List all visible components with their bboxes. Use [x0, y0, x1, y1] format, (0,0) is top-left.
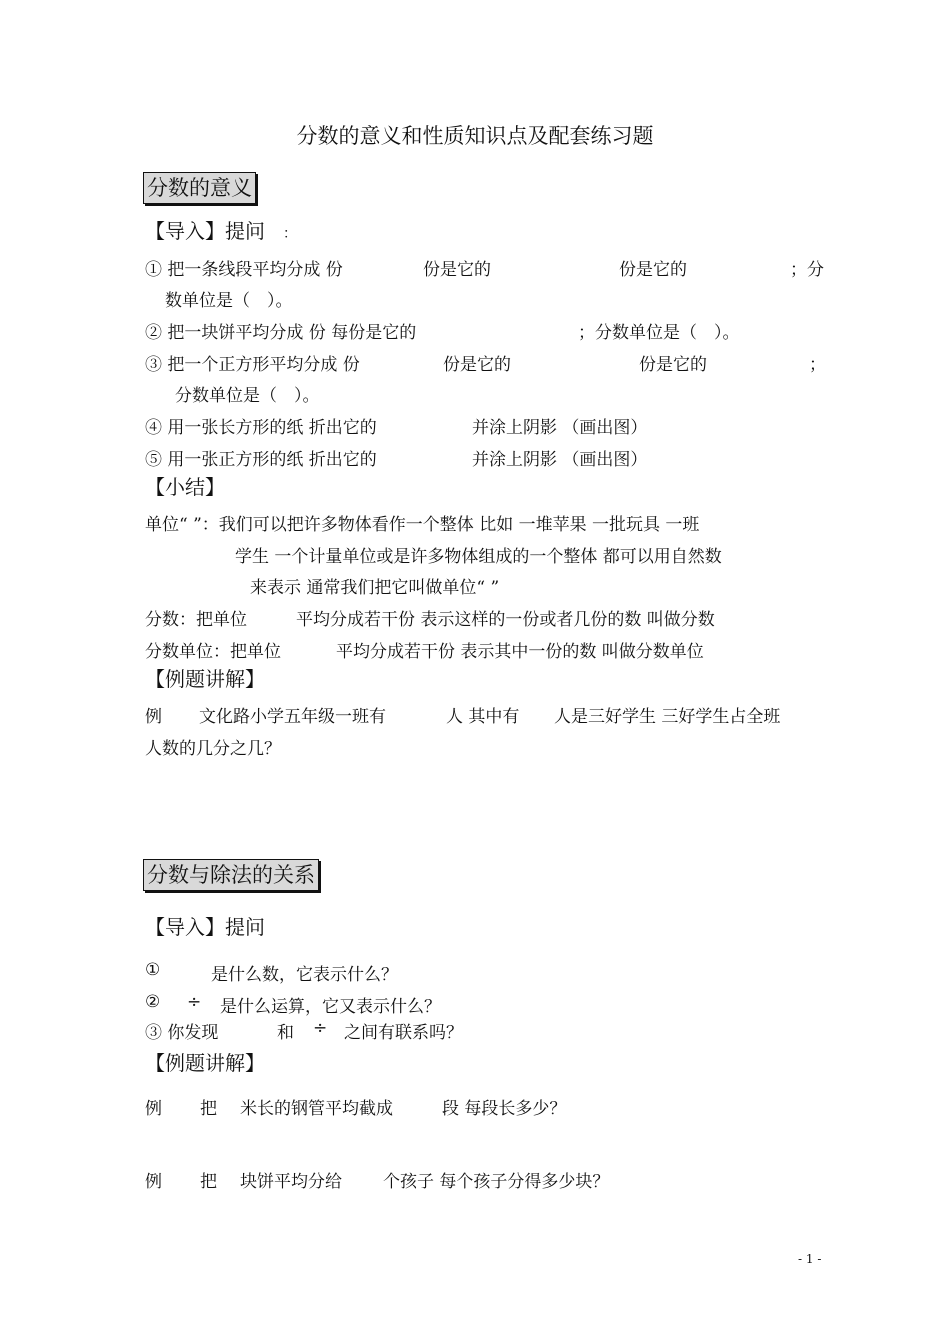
fraction-definition-a: 分数：把单位: [145, 610, 247, 630]
s2-example-2-prefix: 例: [145, 1172, 162, 1192]
unit-definition-line-3: 来表示 通常我们把它叫做单位“ ”: [250, 578, 500, 598]
question-3-part-e: 分数单位是（ ）。: [175, 386, 320, 406]
intro-label: 【导入】提问: [145, 219, 265, 243]
question-2-part-b: ；分数单位是（ ）。: [578, 323, 740, 343]
question-1-part-c: 份是它的: [619, 260, 687, 280]
question-1-part-d: ；分: [790, 260, 824, 280]
question-3-part-c: 份是它的: [639, 355, 707, 375]
s2-example-2-part-d: 个孩子 每个孩子分得多少块？: [383, 1172, 610, 1192]
fraction-definition-b: 平均分成若干份 表示这样的一份或者几份的数 叫做分数: [296, 610, 715, 630]
question-5-part-a: ⑤ 用一张正方形的纸 折出它的: [145, 450, 377, 470]
question-3-part-a: ③ 把一个正方形平均分成 份: [145, 355, 360, 375]
summary-label: 【小结】: [145, 475, 225, 499]
example-label-2: 【例题讲解】: [145, 1051, 265, 1075]
division-sign: ÷: [187, 992, 202, 1012]
s2-example-1-part-d: 段 每段长多少？: [442, 1099, 567, 1119]
s2-example-2-part-c: 块饼平均分给: [240, 1172, 342, 1192]
s2-example-1-part-c: 米长的钢管平均截成: [240, 1099, 393, 1119]
question-3-part-d: ；: [809, 355, 826, 375]
question-1-part-b: 份是它的: [423, 260, 491, 280]
intro-label-2: 【导入】提问: [145, 915, 265, 939]
example-label: 【例题讲解】: [145, 667, 265, 691]
fraction-unit-definition-a: 分数单位：把单位: [145, 642, 281, 662]
intro-punct: ：: [283, 226, 297, 242]
example-1-prefix: 例: [145, 707, 162, 727]
example-1-part-e: 人数的几分之几？: [145, 739, 281, 759]
division-sign-2: ÷: [313, 1018, 328, 1038]
s2-example-1-part-b: 把: [200, 1099, 217, 1119]
section-heading-fraction-division: 分数与除法的关系: [143, 859, 319, 891]
example-1-part-c: 人 其中有: [446, 707, 520, 727]
section-heading-fraction-meaning: 分数的意义: [143, 172, 256, 204]
s2-question-3-part-b: 和: [277, 1023, 294, 1043]
page-title: 分数的意义和性质知识点及配套练习题: [296, 124, 654, 148]
s2-question-1-text: 是什么数，它表示什么？: [211, 965, 398, 985]
s2-question-3-part-d: 之间有联系吗？: [344, 1023, 463, 1043]
fraction-unit-definition-b: 平均分成若干份 表示其中一份的数 叫做分数单位: [336, 642, 704, 662]
example-1-part-b: 文化路小学五年级一班有: [199, 707, 386, 727]
example-1-part-d: 人是三好学生 三好学生占全班: [554, 707, 781, 727]
unit-definition-line-1: 单位“ ”：我们可以把许多物体看作一个整体 比如 一堆苹果 一批玩具 一班: [145, 515, 700, 535]
s2-question-2-text: 是什么运算，它又表示什么？: [220, 997, 441, 1017]
s2-question-1-marker: ①: [145, 960, 161, 980]
s2-question-2-marker: ②: [145, 992, 161, 1012]
question-4-part-a: ④ 用一张长方形的纸 折出它的: [145, 418, 377, 438]
question-5-part-b: 并涂上阴影 （画出图）: [472, 450, 648, 470]
question-3-part-b: 份是它的: [443, 355, 511, 375]
s2-example-2-part-b: 把: [200, 1172, 217, 1192]
question-2-part-a: ② 把一块饼平均分成 份 每份是它的: [145, 323, 417, 343]
unit-definition-line-2: 学生 一个计量单位或是许多物体组成的一个整体 都可以用自然数: [235, 547, 722, 567]
s2-example-1-prefix: 例: [145, 1099, 162, 1119]
question-4-part-b: 并涂上阴影 （画出图）: [472, 418, 648, 438]
question-1-part-e: 数单位是（ ）。: [165, 291, 293, 311]
question-1-part-a: ① 把一条线段平均分成 份: [145, 260, 343, 280]
s2-question-3-part-a: ③ 你发现: [145, 1023, 219, 1043]
page-number: - 1 -: [798, 1252, 822, 1266]
